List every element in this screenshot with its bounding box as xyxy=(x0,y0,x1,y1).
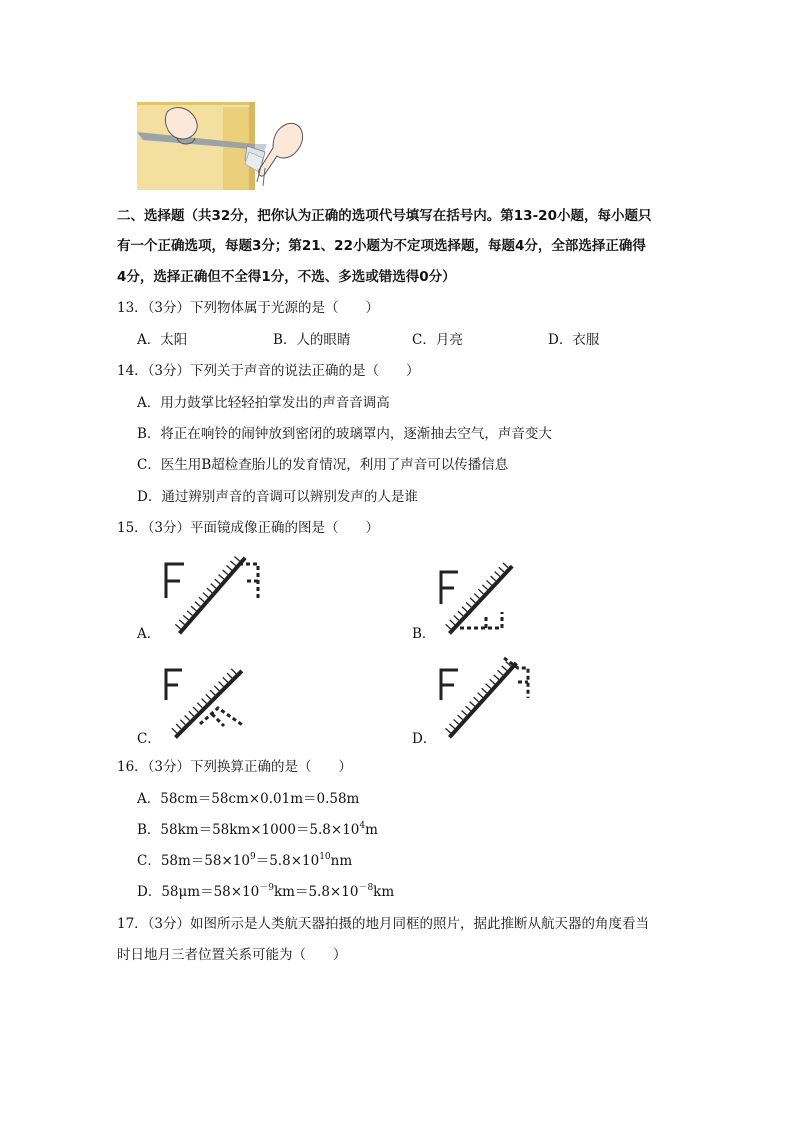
question-15-label-a: A． xyxy=(137,626,161,642)
question-14-option-a: A．用力鼓掌比轻轻拍掌发出的声音音调高 xyxy=(137,395,390,411)
question-13-option-d: D．衣服 xyxy=(548,332,600,348)
question-13-option-b: B．人的眼睛 xyxy=(273,332,351,348)
option-d-text: D．58μm＝58×10 xyxy=(137,884,260,900)
question-17-line-1: 17．（3分）如图所示是人类航天器拍摄的地月同框的照片，据此推断从航天器的角度看当 xyxy=(117,916,650,932)
mirror-figure-b xyxy=(436,556,526,636)
question-13-option-a: A．太阳 xyxy=(137,332,188,348)
question-16-option-b xyxy=(137,820,378,840)
option-d-exponent-2: －8 xyxy=(358,883,374,893)
option-d-exponent-1: －9 xyxy=(259,883,274,893)
question-13-stem: 13．（3分）下列物体属于光源的是（ ） xyxy=(117,300,380,316)
section-heading-line-2: 有一个正确选项，每题3分；第21、22小题为不定项选择题，每题4分，全部选择正确得 xyxy=(117,238,646,254)
option-c-middle: ＝5.8×10 xyxy=(255,853,320,869)
section-heading-line-1: 二、选择题（共32分，把你认为正确的选项代号填写在括号内。第13-20小题，每小题只 xyxy=(117,208,652,224)
question-16-option-c xyxy=(137,851,352,871)
option-d-middle: km＝5.8×10 xyxy=(273,884,359,900)
question-14-option-c: C．医生用B超检查胎儿的发育情况，利用了声音可以传播信息 xyxy=(137,457,509,473)
mirror-figure-d xyxy=(436,652,536,742)
option-b-exponent: 4 xyxy=(359,821,366,831)
question-15-label-d: D． xyxy=(412,731,437,747)
option-b-unit: m xyxy=(365,822,378,838)
question-16-option-d xyxy=(137,882,394,902)
question-14-option-d: D．通过辨别声音的音调可以辨别发声的人是谁 xyxy=(137,489,418,505)
question-14-stem: 14．（3分）下列关于声音的说法正确的是（ ） xyxy=(117,363,420,379)
question-16-option-a xyxy=(137,789,359,809)
mirror-figure-a xyxy=(160,548,270,638)
ruler-vibration-figure xyxy=(137,102,307,192)
question-15-label-b: B． xyxy=(412,626,436,642)
option-b-text: B．58km＝58km×1000＝5.8×10 xyxy=(137,822,360,838)
question-15-stem: 15．（3分）平面镜成像正确的图是（ ） xyxy=(117,520,380,536)
option-a-text: A．58cm＝58cm×0.01m＝0.58m xyxy=(137,791,360,807)
section-heading-line-3: 4分，选择正确但不全得1分，不选、多选或错选得0分） xyxy=(117,269,456,285)
question-14-option-b: B．将正在响铃的闹钟放到密闭的玻璃罩内，逐渐抽去空气，声音变大 xyxy=(137,426,552,442)
question-16-stem: 16．（3分）下列换算正确的是（ ） xyxy=(117,759,353,775)
option-d-unit: km xyxy=(373,884,395,900)
question-13-option-c: C．月亮 xyxy=(412,332,463,348)
option-c-exponent-1: 9 xyxy=(249,852,256,862)
question-15-label-c: C． xyxy=(137,731,161,747)
mirror-figure-c xyxy=(160,656,255,741)
option-c-exponent-2: 10 xyxy=(319,852,331,862)
option-c-text: C．58m＝58×10 xyxy=(137,853,250,869)
question-17-line-2: 时日地月三者位置关系可能为（ ） xyxy=(117,947,347,963)
option-c-unit: nm xyxy=(330,853,353,869)
